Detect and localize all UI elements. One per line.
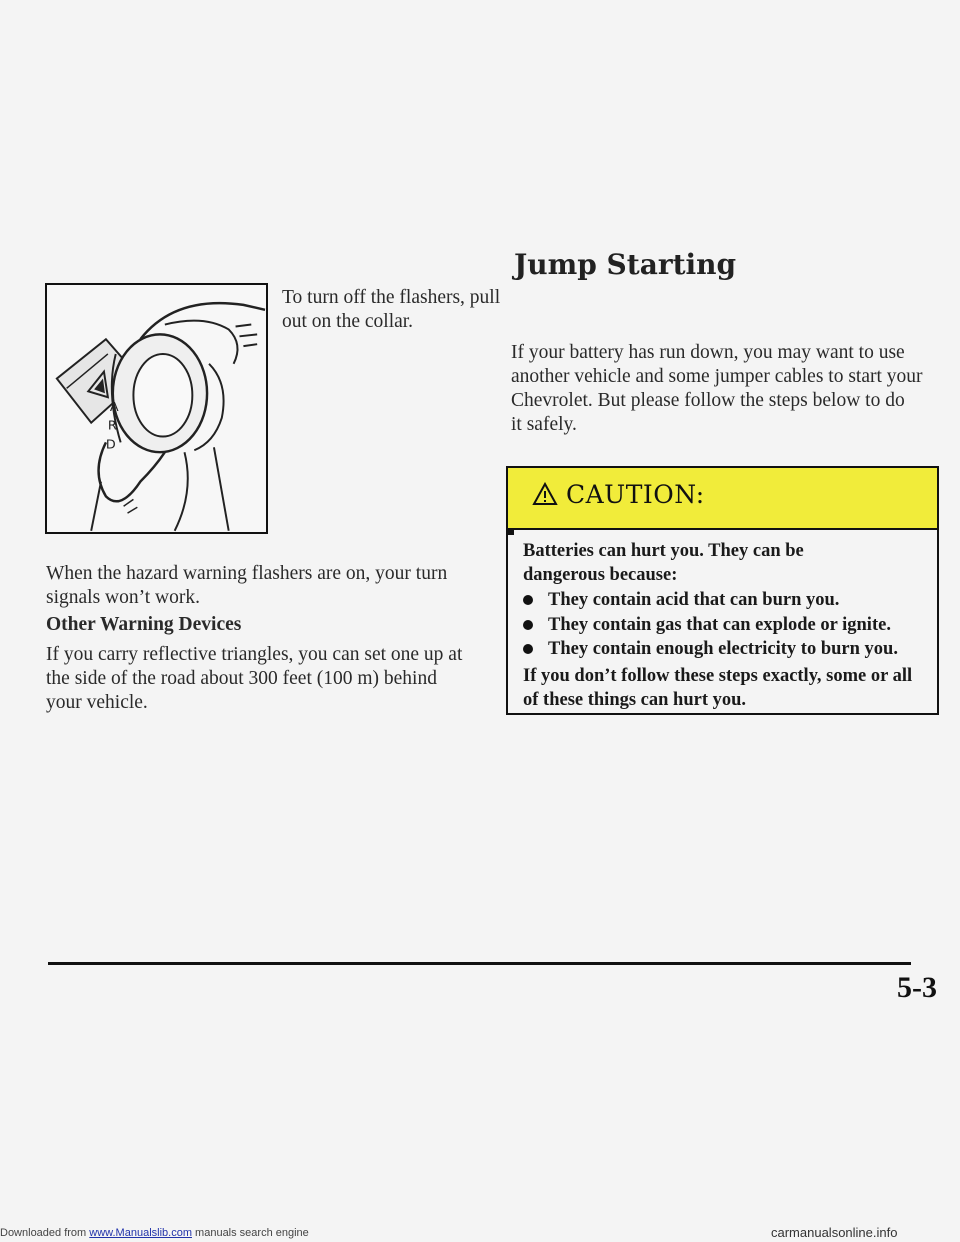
bullet-icon (523, 644, 533, 654)
footer-suffix: manuals search engine (195, 1227, 309, 1239)
jump-starting-heading: Jump Starting (514, 248, 737, 281)
intro-line-2: another vehicle and some jumper cables to start your (511, 366, 923, 387)
intro-line-4: it safely. (511, 414, 577, 435)
illustration-letter-a: A (109, 399, 119, 415)
intro-line-3: Chevrolet. But please follow the steps below to do (511, 390, 905, 411)
hazard-flasher-illustration (45, 283, 268, 534)
caution-title: CAUTION: (566, 480, 705, 509)
hand-pulling-collar-drawing (47, 285, 266, 532)
caution-closing-line-1: If you don’t follow these steps exactly, some or all (523, 666, 913, 686)
caution-header (508, 468, 937, 530)
flasher-caption-line-1: To turn off the flashers, pull (282, 287, 501, 308)
page-divider (48, 962, 911, 965)
page-number: 5-3 (897, 971, 937, 1004)
triangles-line-1: If you carry reflective triangles, you can set one up at (46, 644, 463, 665)
triangles-line-2: the side of the road about 300 feet (100 m) behind (46, 668, 437, 689)
illustration-letter-d: D (105, 437, 116, 453)
other-warning-devices-heading: Other Warning Devices (46, 614, 242, 635)
flasher-caption-line-2: out on the collar. (282, 311, 414, 332)
footer-prefix: Downloaded from (0, 1227, 87, 1239)
caution-bullet-3: They contain enough electricity to burn you. (548, 639, 898, 659)
caution-bullet-1: They contain acid that can burn you. (548, 590, 840, 610)
caution-lead-line-2: dangerous because: (523, 565, 678, 585)
caution-bullet-2: They contain gas that can explode or ignite. (548, 615, 891, 635)
caution-box (506, 466, 939, 715)
hazard-note-line-1: When the hazard warning flashers are on, your turn (46, 563, 448, 584)
intro-line-1: If your battery has run down, you may want to use (511, 342, 905, 363)
download-footer (0, 1227, 309, 1239)
bullet-icon (523, 595, 533, 605)
caution-lead-line-1: Batteries can hurt you. They can be (523, 541, 804, 561)
triangles-line-3: your vehicle. (46, 692, 148, 713)
illustration-letter-r: R (107, 418, 117, 434)
warning-triangle-icon (532, 482, 558, 506)
hazard-note-line-2: signals won’t work. (46, 587, 201, 608)
caution-closing-line-2: of these things can hurt you. (523, 690, 747, 710)
manualslib-link[interactable]: www.Manualslib.com (89, 1227, 192, 1239)
caution-marker (508, 528, 514, 535)
watermark: carmanualsonline.info (771, 1225, 898, 1240)
bullet-icon (523, 620, 533, 630)
